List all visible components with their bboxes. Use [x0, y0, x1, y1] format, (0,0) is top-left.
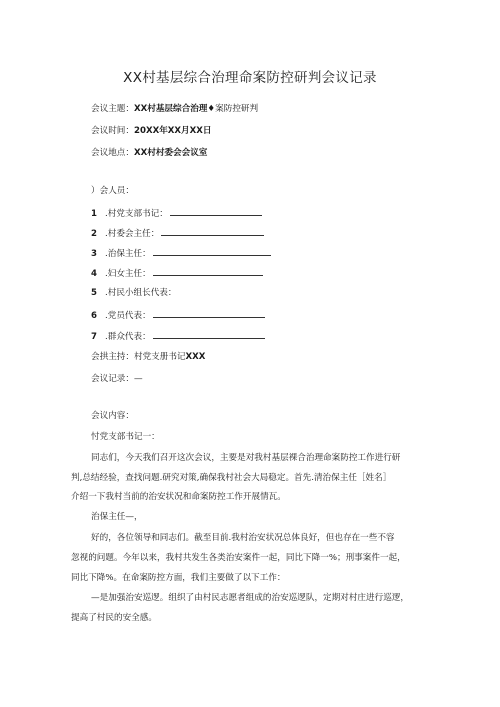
roster-label: .治保主任： — [105, 249, 151, 259]
speaker-heading: 忖党支部书记一： — [91, 432, 160, 442]
roster-item — [91, 207, 262, 220]
meeting-host-value: XXX — [185, 352, 206, 362]
meeting-topic-mark: ♦ — [207, 104, 216, 114]
roster-item — [91, 287, 176, 299]
signature-line — [153, 309, 265, 318]
paragraph-line: 判,总结经验，查找问题.研究对策,确保我村社会大局稳定。首先.清治保主任［姓名］ — [71, 473, 392, 483]
meeting-recorder: 会议记录：— — [91, 374, 143, 384]
roster-label: .群众代表： — [105, 332, 151, 342]
meeting-topic-tail: 案防控研判 — [215, 104, 259, 114]
signature-line — [170, 207, 262, 216]
meeting-time-label: 会议时间： — [91, 126, 134, 136]
paragraph-line: 提高了村民的安全感。 — [71, 613, 157, 623]
paragraph-line: —是加强治安巡逻。组织了由村民志愿者组成的治安巡逻队，定期对村庄进行巡逻， — [91, 593, 409, 603]
attendees-heading: ）会人员： — [91, 186, 134, 196]
roster-label: .村民小组长代表： — [105, 288, 177, 298]
meeting-time-value: 20XX年XX月XX日 — [133, 126, 212, 136]
signature-line — [153, 267, 263, 276]
roster-number: 3 — [91, 249, 97, 259]
meeting-host-label: 会拱主持：村党支册书记 — [91, 352, 186, 362]
signature-line — [161, 227, 264, 236]
roster-number: 1 — [91, 209, 97, 219]
document-title: XX村基层综合治理命案防控研判会议记录 — [123, 70, 377, 86]
paragraph-line: 忽视的问题。今年以来，我村共发生各类治安案件一起，同比下降一%；刑事案件一起， — [71, 553, 406, 563]
meeting-topic — [91, 103, 258, 115]
roster-number: 4 — [91, 269, 97, 279]
meeting-topic-label: 会议主题： — [91, 104, 134, 114]
signature-line — [153, 247, 271, 256]
paragraph-line: 介绍一下我村当前的治安状况和命案防控工作开展情瓦。 — [71, 492, 286, 502]
roster-label: .村党支部书记： — [105, 209, 168, 219]
roster-number: 7 — [91, 332, 97, 342]
meeting-topic-value: XX村基层综合治理 — [133, 104, 208, 114]
roster-item — [91, 330, 265, 343]
roster-label: .党员代表： — [105, 311, 151, 321]
roster-number: 6 — [91, 311, 97, 321]
roster-item — [91, 267, 263, 280]
signature-line — [153, 330, 265, 339]
meeting-time — [91, 125, 211, 137]
meeting-place — [91, 147, 207, 159]
roster-label: .村委会主任： — [105, 229, 160, 239]
roster-item — [91, 247, 271, 260]
content-heading: 会议内容： — [91, 411, 134, 421]
roster-item — [91, 227, 264, 240]
paragraph-line: 同比下降%。在命案防控方面，我们主要做了以下工作： — [71, 573, 286, 583]
paragraph-line: 同志们，今天我们召开这次会议，主要是对我村基层裸合治理命案防控工作进行研 — [91, 453, 401, 463]
roster-item — [91, 309, 265, 322]
meeting-place-label: 会议地点： — [91, 148, 134, 158]
roster-number: 2 — [91, 229, 97, 239]
roster-number: 5 — [91, 288, 97, 298]
paragraph-line: 好的，各位领导和同志们。截至目前.我村治安状况总体良好，但也存在一些不容 — [91, 533, 395, 543]
meeting-place-value: XX村村委会会议室 — [133, 148, 208, 158]
speaker-heading: 治保主任—， — [91, 512, 143, 522]
meeting-host — [91, 351, 205, 363]
roster-label: .妇女主任： — [105, 269, 151, 279]
